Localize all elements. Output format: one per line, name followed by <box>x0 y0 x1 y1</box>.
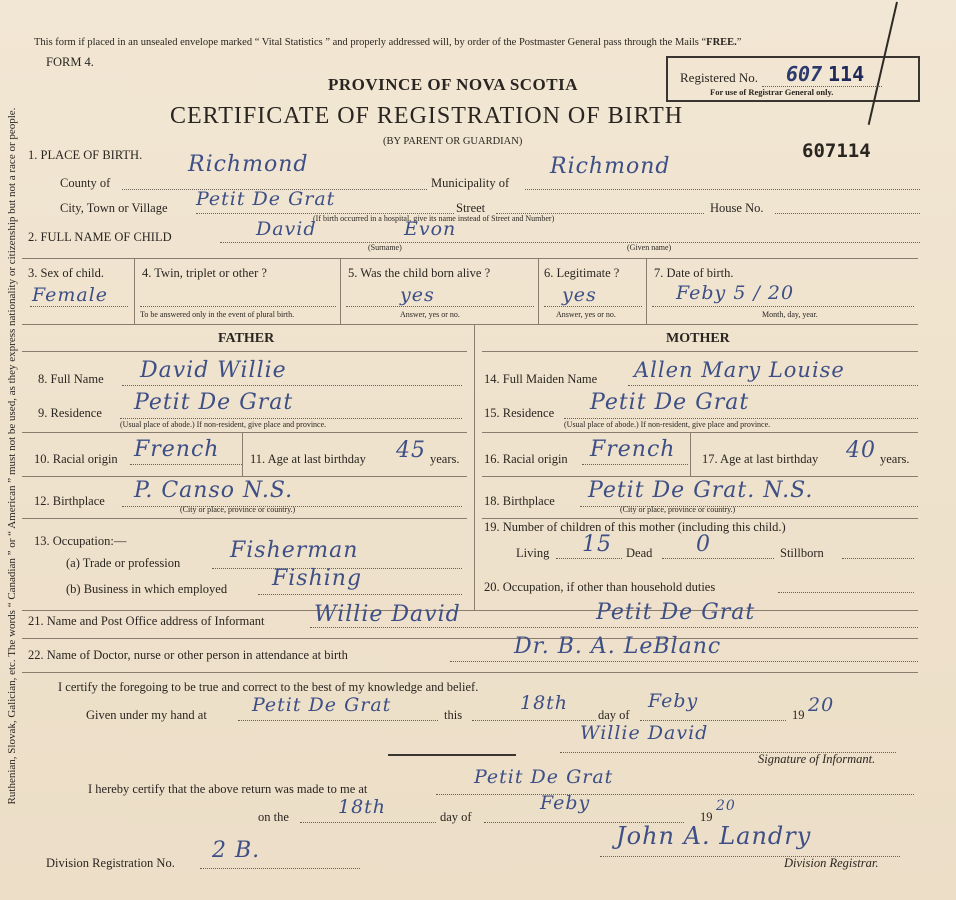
twin-label: 4. Twin, triplet or other ? <box>142 266 267 280</box>
registered-label: Registered No. <box>680 70 758 85</box>
reg-year-prefix: 19 <box>700 810 713 824</box>
given-caption: (Given name) <box>627 243 672 252</box>
mother-children-label: 19. Number of children of this mother (including this child.) <box>484 520 786 534</box>
house-line <box>775 213 920 214</box>
separator-rule <box>388 754 516 756</box>
dob-note: Month, day, year. <box>762 310 818 319</box>
house-label: House No. <box>710 201 764 215</box>
mother-age-value: 40 <box>846 438 876 463</box>
registrar-place-line <box>436 794 914 795</box>
stamped-number: 607114 <box>802 140 871 162</box>
mother-name-label: 14. Full Maiden Name <box>484 372 598 386</box>
cert-month: Feby <box>648 690 699 712</box>
sex-label: 3. Sex of child. <box>28 266 105 280</box>
twin-line <box>140 306 336 307</box>
cert-day: 18th <box>520 692 569 714</box>
doctor-value: Dr. B. A. LeBlanc <box>514 634 722 659</box>
child-name-line <box>220 242 920 243</box>
informant-sig-caption: Signature of Informant. <box>758 752 876 766</box>
hospital-note: (If birth occurred in a hospital, give its name instead of Street and Number) <box>313 214 555 223</box>
father-res-label: 9. Residence <box>38 406 102 420</box>
registrar-sig-caption: Division Registrar. <box>784 856 879 870</box>
certificate-title: CERTIFICATE OF REGISTRATION OF BIRTH <box>170 103 684 129</box>
registrar-place: Petit De Grat <box>474 766 614 788</box>
mother-name-value: Allen Mary Louise <box>634 358 845 382</box>
father-age-label: 11. Age at last birthday <box>250 452 366 466</box>
mother-heading: MOTHER <box>666 331 730 346</box>
child-name-label: 2. FULL NAME OF CHILD <box>28 230 172 244</box>
mother-rule-2 <box>482 476 918 477</box>
place-heading: 1. PLACE OF BIRTH. <box>28 148 143 162</box>
informant-label: 21. Name and Post Office address of Informant <box>28 614 265 628</box>
dob-value: Feby 5 / 20 <box>676 282 795 304</box>
father-name-value: David Willie <box>140 358 287 383</box>
stillborn-label: Stillborn <box>780 546 824 560</box>
mother-bp-value: Petit De Grat. N.S. <box>588 478 814 503</box>
living-value: 15 <box>582 532 612 557</box>
registrar-signature: John A. Landry <box>616 822 812 850</box>
father-res-line <box>120 418 462 419</box>
mother-race-label: 16. Racial origin <box>484 452 568 466</box>
city-label: City, Town or Village <box>60 201 168 215</box>
registered-note: For use of Registrar General only. <box>710 87 834 97</box>
dob-label: 7. Date of birth. <box>654 266 734 280</box>
mother-res-value: Petit De Grat <box>590 390 750 415</box>
father-name-label: 8. Full Name <box>38 372 104 386</box>
father-res-note: (Usual place of abode.) If non-resident, give place and province. <box>120 420 327 429</box>
given-place-line <box>238 720 438 721</box>
cert-year-prefix: 19 <box>792 708 805 722</box>
certify-text: I certify the foregoing to be true and correct to the best of my knowledge and belief. <box>58 680 479 694</box>
father-trade-label: (a) Trade or profession <box>66 556 181 570</box>
father-business-label: (b) Business in which employed <box>66 582 228 596</box>
mother-occ-label: 20. Occupation, if other than household duties <box>484 580 716 594</box>
father-years: years. <box>430 452 460 466</box>
father-trade-value: Fisherman <box>230 538 359 563</box>
mother-res-label: 15. Residence <box>484 406 555 420</box>
living-line <box>556 558 622 559</box>
postal-notice-end: ” <box>736 37 742 48</box>
father-bp-label: 12. Birthplace <box>34 494 105 508</box>
legit-line <box>544 306 642 307</box>
reg-day: 18th <box>338 796 387 818</box>
father-res-value: Petit De Grat <box>134 390 294 415</box>
reg-dayof-label: day of <box>440 810 472 824</box>
mother-race-line <box>582 464 688 465</box>
col-divider-2 <box>340 258 341 324</box>
father-heading-rule <box>22 351 467 352</box>
father-name-line <box>122 385 462 386</box>
reg-year: 20 <box>716 798 736 814</box>
cert-day-line <box>472 720 596 721</box>
living-label: Living <box>516 546 550 560</box>
form-number: FORM 4. <box>46 55 94 69</box>
given-label: Given under my hand at <box>86 708 207 722</box>
division-line <box>200 868 360 869</box>
mother-bp-label: 18. Birthplace <box>484 494 555 508</box>
informant-signature: Willie David <box>580 722 709 744</box>
city-value: Petit De Grat <box>196 188 336 210</box>
postal-notice-free: FREE. <box>706 37 737 48</box>
twin-note: To be answered only in the event of plural birth. <box>140 310 295 319</box>
dead-label: Dead <box>626 546 653 560</box>
informant-rule <box>22 638 918 639</box>
doctor-rule <box>22 672 918 673</box>
mother-race-divider <box>690 432 691 476</box>
mother-name-line <box>628 385 918 386</box>
mother-heading-rule <box>482 351 918 352</box>
mother-rule-3 <box>482 518 918 519</box>
father-rule-2 <box>22 476 467 477</box>
certificate-subtitle: (BY PARENT OR GUARDIAN) <box>383 136 523 147</box>
row-bottom-rule <box>22 324 918 325</box>
mother-res-line <box>564 418 918 419</box>
father-heading: FATHER <box>218 331 275 346</box>
cert-dayof-label: day of <box>598 708 630 722</box>
surname-caption: (Surname) <box>368 243 402 252</box>
alive-label: 5. Was the child born alive ? <box>348 266 491 280</box>
father-bp-note: (City or place, province or country.) <box>180 505 296 514</box>
father-occ-label: 13. Occupation:— <box>34 534 127 548</box>
municipality-label: Municipality of <box>431 176 510 190</box>
dead-line <box>662 558 774 559</box>
on-the-label: on the <box>258 810 289 824</box>
father-race-line <box>130 464 242 465</box>
mother-occ-line <box>778 592 914 593</box>
alive-line <box>346 306 534 307</box>
father-age-value: 45 <box>396 438 426 463</box>
mother-bp-note: (City or place, province or country.) <box>620 505 736 514</box>
informant-address: Petit De Grat <box>596 600 756 625</box>
mother-res-note: (Usual place of abode.) If non-resident, give place and province. <box>564 420 771 429</box>
registrar-text: I hereby certify that the above return was made to me at <box>88 782 368 796</box>
father-race-value: French <box>134 437 220 462</box>
mother-race-value: French <box>590 437 676 462</box>
father-business-value: Fishing <box>272 566 363 591</box>
municipality-line <box>525 189 920 190</box>
parents-bottom-rule <box>22 610 918 611</box>
legit-note: Answer, yes or no. <box>556 310 616 319</box>
sex-line <box>30 306 128 307</box>
father-rule-1 <box>22 432 467 433</box>
division-number: 2 B. <box>212 838 261 863</box>
side-margin-text: Ruthenian, Slovak, Galician, etc. The words “ Canadian ” or “ American ” must not be used, as they express nationality or citizenship but not a race or people. <box>6 107 18 805</box>
province-title: PROVINCE OF NOVA SCOTIA <box>328 75 579 94</box>
registered-number-b: 114 <box>828 62 865 86</box>
informant-name: Willie David <box>314 602 461 627</box>
mother-rule-1 <box>482 432 918 433</box>
col-divider-1 <box>134 258 135 324</box>
mother-age-label: 17. Age at last birthday <box>702 452 819 466</box>
informant-line <box>310 627 918 628</box>
row-top-rule <box>22 258 918 259</box>
doctor-line <box>450 661 918 662</box>
municipality-value: Richmond <box>550 154 671 179</box>
reg-day-line <box>300 822 436 823</box>
given-place: Petit De Grat <box>252 694 392 716</box>
dob-line <box>652 306 914 307</box>
stillborn-line <box>842 558 914 559</box>
postal-notice-text: This form if placed in an unsealed envelope marked “ Vital Statistics ” and properly addressed will, by order of the Postmaster General pass through the Mails “ <box>34 37 707 48</box>
cert-month-line <box>640 720 786 721</box>
this-label: this <box>444 708 463 722</box>
parents-divider <box>474 324 475 610</box>
doctor-label: 22. Name of Doctor, nurse or other person in attendance at birth <box>28 648 348 662</box>
county-value: Richmond <box>188 152 309 177</box>
sex-value: Female <box>32 284 109 306</box>
division-label: Division Registration No. <box>46 856 175 870</box>
street-label: Street <box>456 201 486 215</box>
legit-label: 6. Legitimate ? <box>544 266 620 280</box>
legit-value: yes <box>562 284 597 306</box>
registered-number-a: 607 <box>786 62 823 86</box>
alive-value: yes <box>400 284 435 306</box>
alive-note: Answer, yes or no. <box>400 310 460 319</box>
cert-year: 20 <box>808 694 835 716</box>
father-bp-value: P. Canso N.S. <box>134 478 294 503</box>
col-divider-3 <box>538 258 539 324</box>
father-race-divider <box>242 432 243 476</box>
county-label: County of <box>60 176 111 190</box>
father-race-label: 10. Racial origin <box>34 452 118 466</box>
father-rule-3 <box>22 518 467 519</box>
dead-value: 0 <box>696 532 711 557</box>
col-divider-4 <box>646 258 647 324</box>
child-surname: David <box>256 218 317 240</box>
postal-notice <box>34 37 741 48</box>
father-business-line <box>258 594 462 595</box>
reg-month: Feby <box>540 792 591 814</box>
mother-years: years. <box>880 452 910 466</box>
child-given-name: Evon <box>404 218 457 240</box>
